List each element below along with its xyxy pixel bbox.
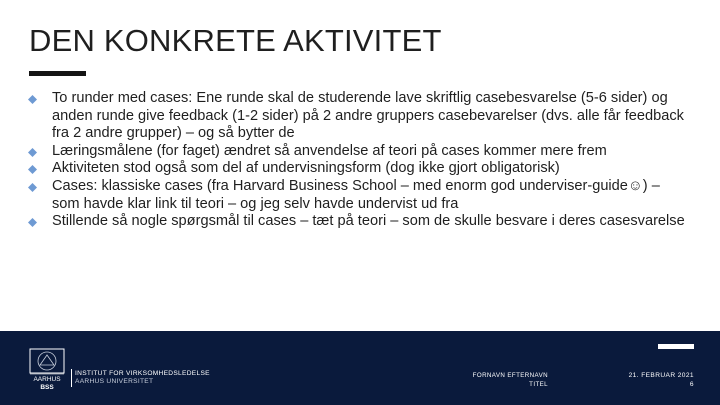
- bullet-item: [24, 213, 689, 231]
- diamond-bullet-icon: [28, 218, 37, 227]
- page-number: 6: [689, 381, 694, 388]
- presenter-block: [440, 371, 548, 389]
- bullet-item: [24, 90, 689, 143]
- bullet-item: [24, 160, 689, 178]
- date-block: [600, 371, 694, 389]
- diamond-bullet-icon: [28, 95, 37, 104]
- footer-band: [0, 331, 720, 405]
- university-name: AARHUS UNIVERSITET: [75, 378, 154, 385]
- presenter-name: FORNAVN EFTERNAVN: [472, 372, 548, 379]
- slide-title: DEN KONKRETE AKTIVITET: [29, 23, 442, 58]
- bullet-text: To runder med cases: Ene runde skal de studerende lave skriftlig casebesvarelse (5-6 sider) og anden runde give feedback (1-2 sider) på 2 andre gruppers casebevarelser (dvs. alle får feedback fra 2 andre grupper) – og så bytter de: [52, 90, 684, 142]
- bullet-text: Aktiviteten stod også som del af undervisningsform (dog ikke gjort obligatorisk): [52, 160, 560, 177]
- presenter-title: TITEL: [529, 381, 548, 388]
- logo-text-bss: BSS: [40, 384, 54, 391]
- bullet-list: [24, 90, 689, 231]
- footer-divider: [71, 369, 72, 387]
- slide-date: 21. FEBRUAR 2021: [628, 372, 694, 379]
- title-underline: [29, 71, 86, 76]
- bullet-text: Stillende så nogle spørgsmål til cases – tæt på teori – som de skulle besvare i deres casesvarelse: [52, 213, 685, 230]
- logo-text-aarhus: AARHUS: [33, 376, 61, 383]
- diamond-bullet-icon: [28, 183, 37, 192]
- diamond-bullet-icon: [28, 148, 37, 157]
- bullet-item: [24, 143, 689, 161]
- bullet-text: Cases: klassiske cases (fra Harvard Business School – med enorm god underviser-guide☺) – som havde klar link til teori – og jeg selv havde undervist ud fra: [52, 177, 660, 212]
- institute-name: INSTITUT FOR VIRKSOMHEDSLEDELSE: [75, 370, 210, 377]
- institute-block: [75, 370, 210, 386]
- footer-accent-bar: [658, 344, 694, 349]
- diamond-bullet-icon: [28, 165, 37, 174]
- bullet-item: [24, 178, 689, 213]
- aarhus-bss-logo-icon: [28, 348, 66, 392]
- bullet-text: Læringsmålene (for faget) ændret så anvendelse af teori på cases kommer mere frem: [52, 142, 607, 159]
